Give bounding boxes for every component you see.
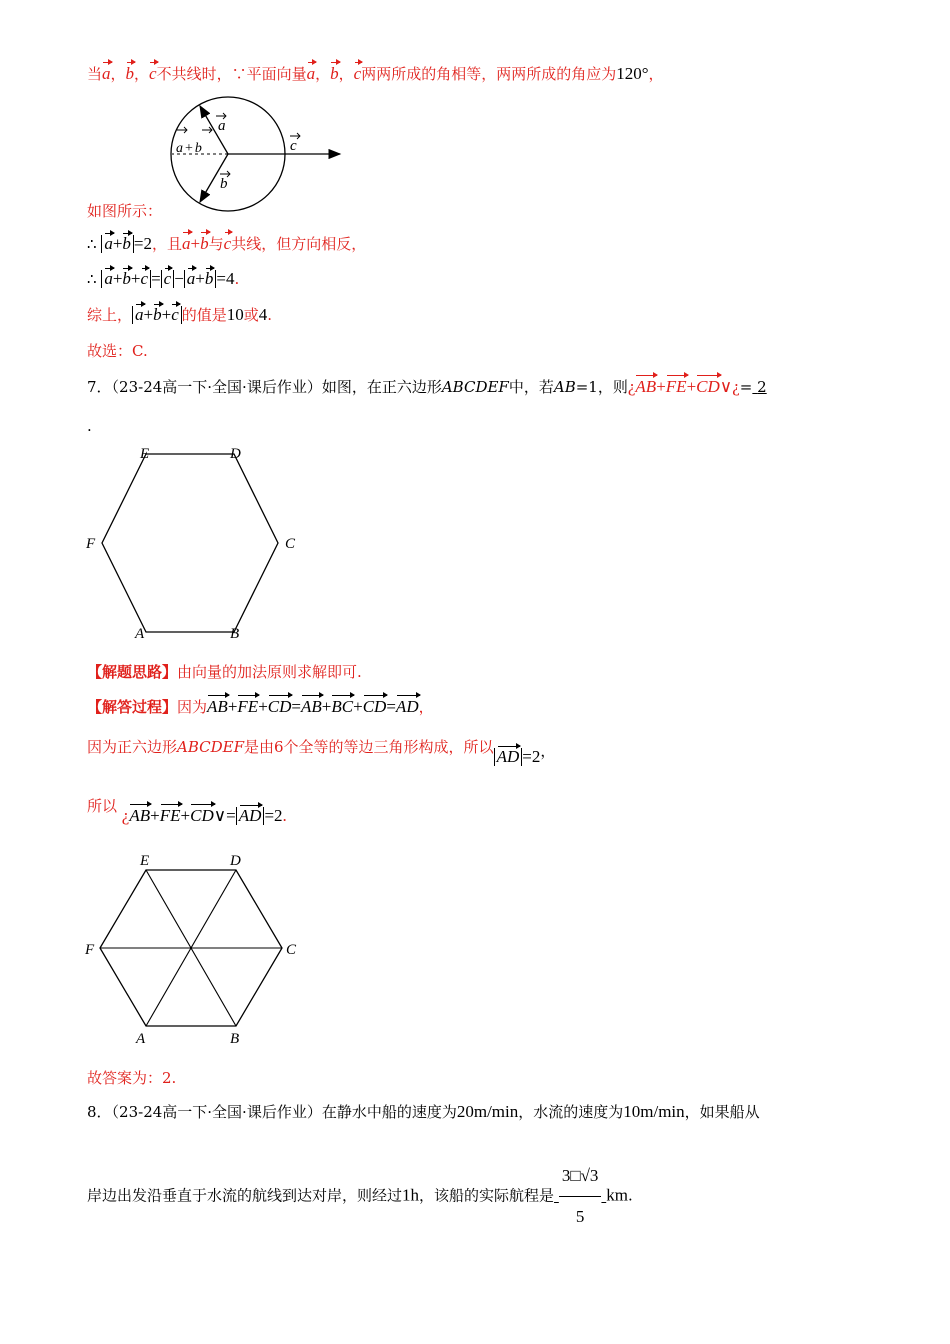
text: 综上，	[87, 306, 133, 324]
label-a: a	[218, 118, 226, 134]
time-value: 1h	[402, 1185, 420, 1205]
vec-fe: FE	[665, 377, 687, 396]
equals-2: =2	[133, 234, 153, 253]
comma: ，	[418, 698, 434, 716]
text: ，水流的速度为	[518, 1103, 624, 1121]
answer-fraction	[559, 1156, 602, 1237]
condition-val: =1	[575, 378, 598, 396]
equals-4: =4	[216, 269, 235, 288]
vec-ab: AB	[301, 697, 322, 716]
text: 共线，但方向相反，	[231, 235, 367, 253]
text: 所以	[87, 797, 118, 815]
tag-idea: 【解题思路】	[87, 663, 178, 681]
equals: =	[151, 269, 161, 288]
vec-cd: CD	[267, 697, 292, 716]
vec-c: c	[223, 234, 232, 253]
vertex-b: B	[230, 626, 240, 642]
glyph: ¿	[627, 377, 636, 396]
text: 因为正六边形	[87, 738, 178, 756]
plus: +	[656, 377, 666, 396]
glyph: ∨	[213, 806, 227, 825]
prev-line-6: 故选：C.	[87, 342, 148, 360]
glyph: ¿	[121, 806, 130, 825]
label-b: b	[220, 176, 228, 192]
vertex-b: B	[230, 1031, 240, 1047]
vec-b: b	[122, 269, 131, 288]
vec-ad: AD	[238, 806, 262, 825]
equals-2: =2	[264, 806, 283, 825]
period: .	[234, 270, 240, 288]
question-number: 7．	[87, 378, 112, 396]
text: 中，若	[508, 378, 554, 396]
therefore-symbol: ∴	[87, 270, 97, 288]
vec-b: b	[125, 64, 135, 83]
value-10: 10	[226, 305, 244, 324]
comma: ，	[540, 742, 556, 760]
vec-a: a	[306, 64, 316, 83]
text: 的值是	[181, 306, 227, 324]
plus: +	[686, 377, 697, 396]
vec-a: a	[135, 305, 144, 324]
text: 岸边出发沿垂直于水流的航线到达对岸，则经过	[87, 1186, 403, 1205]
period: .	[627, 1186, 633, 1205]
vec-c: c	[163, 269, 172, 288]
glyph: ¿	[732, 377, 740, 396]
vec-fe: FE	[159, 806, 181, 825]
label-a-plus-b: a + b	[176, 141, 202, 156]
q7-so-line: 所以 ¿AB+FE+CD∨= AD =2.	[87, 797, 287, 825]
vec-c: c	[140, 269, 149, 288]
comma: ，	[338, 65, 354, 83]
comma: ，	[315, 65, 331, 83]
angle-value: 120°	[616, 64, 649, 83]
text: 两两所成的角相等，两两所成的角应为	[361, 65, 617, 83]
minus: −	[174, 269, 184, 288]
text: 与	[208, 235, 224, 253]
vec-b: b	[200, 234, 209, 253]
vec-c: c	[149, 64, 157, 83]
vertex-f: F	[86, 536, 96, 552]
speed-still-water: 20m/min	[456, 1102, 519, 1121]
equals-2: =2	[522, 747, 541, 766]
equals: =	[739, 378, 753, 396]
vec-cd: CD	[190, 806, 214, 825]
hexagon-name: ABCDEF	[441, 378, 509, 396]
q7-idea-line	[87, 662, 362, 682]
text: 当	[87, 65, 103, 83]
answer-blank	[752, 378, 766, 396]
vec-b: b	[153, 305, 162, 324]
answer-denominator: 5	[575, 1207, 585, 1226]
q7-question-line	[87, 377, 767, 397]
text: 因为	[177, 698, 208, 716]
question-source: （23-24高一下·全国·课后作业）	[111, 1103, 322, 1121]
comma: ，	[134, 65, 150, 83]
vertex-a: A	[136, 1031, 146, 1047]
hexagon-name: ABCDEF	[177, 738, 245, 756]
prev-line-3: ∴ a+b =2，且a+b与c共线，但方向相反，	[87, 234, 367, 253]
vec-a: a	[182, 234, 191, 253]
glyph: ∨	[719, 377, 733, 396]
question-number: 8．	[87, 1103, 112, 1121]
vec-fe: FE	[237, 697, 259, 716]
text: 是由6个全等的等边三角形构成，所以	[244, 738, 494, 756]
prev-line-1	[87, 64, 664, 84]
therefore-symbol: ∴	[87, 235, 97, 253]
vertex-a: A	[135, 626, 145, 642]
vec-a: a	[104, 269, 113, 288]
q7-reason-line	[87, 737, 556, 766]
hexagon-figure-2	[80, 848, 310, 1048]
vertex-e: E	[140, 853, 150, 869]
comma: ，	[110, 65, 126, 83]
vector-circle-figure	[160, 92, 350, 216]
vec-ad: AD	[496, 747, 520, 766]
q8-question-line-1	[87, 1102, 760, 1122]
vertex-f: F	[85, 942, 95, 958]
q7-period: .	[87, 417, 92, 435]
text: 不共线时，∵平面向量	[156, 65, 307, 83]
vec-bc: BC	[331, 697, 354, 716]
vec-cd: CD	[362, 697, 387, 716]
q7-process-line: 【解答过程】因为AB+FE+CD=AB+BC+CD=AD，	[87, 697, 434, 716]
vec-ad: AD	[395, 697, 419, 716]
prev-line-5: 综上， a+b+c 的值是10或4.	[87, 305, 273, 324]
prev-line-2: 如图所示：	[87, 202, 163, 220]
vertex-c: C	[285, 536, 296, 552]
text: 由向量的加法原则求解即可.	[177, 663, 362, 681]
vec-a: a	[186, 269, 196, 288]
answer-numerator: 3□√3	[559, 1156, 602, 1197]
text: ，且	[152, 235, 183, 253]
vec-a: a	[102, 64, 111, 83]
prev-line-4: ∴ a+b+c = c − a+b =4.	[87, 269, 240, 288]
vec-ab: AB	[129, 806, 151, 825]
tag-process: 【解答过程】	[87, 698, 178, 716]
value-4: 4	[258, 305, 268, 324]
vec-cd: CD	[696, 377, 720, 396]
q7-answer-line: 故答案为：2.	[87, 1069, 177, 1087]
vec-b: b	[330, 64, 339, 83]
label-c: c	[290, 138, 297, 154]
vec-b: b	[204, 269, 214, 288]
vertex-c: C	[286, 942, 297, 958]
condition-var: AB	[553, 378, 576, 396]
question-source: （23-24高一下·全国·课后作业）	[111, 378, 322, 396]
vertex-e: E	[140, 446, 150, 462]
comma: ，	[648, 65, 664, 83]
vec-ab: AB	[207, 697, 228, 716]
vec-c: c	[353, 64, 362, 83]
text: 如图，在正六边形	[321, 378, 442, 396]
vertex-d: D	[230, 446, 241, 462]
hexagon-figure-1	[80, 442, 310, 642]
answer-value: 2	[757, 378, 767, 396]
vec-b: b	[122, 234, 131, 253]
period: .	[267, 306, 273, 324]
vec-a: a	[104, 234, 113, 253]
period: .	[282, 806, 287, 825]
q8-question-line-2	[87, 1156, 633, 1237]
speed-current: 10m/min	[623, 1102, 685, 1121]
text: ，该船的实际航程是	[419, 1186, 555, 1205]
text: 或	[243, 306, 259, 324]
unit: km	[606, 1185, 628, 1205]
hexagon	[102, 454, 278, 632]
vec-ab: AB	[635, 377, 657, 396]
vec-c: c	[171, 305, 179, 324]
text: ，如果船从	[684, 1103, 760, 1121]
text: ，则	[597, 378, 628, 396]
vertex-d: D	[230, 853, 241, 869]
text: 在静水中船的速度为	[321, 1103, 457, 1121]
